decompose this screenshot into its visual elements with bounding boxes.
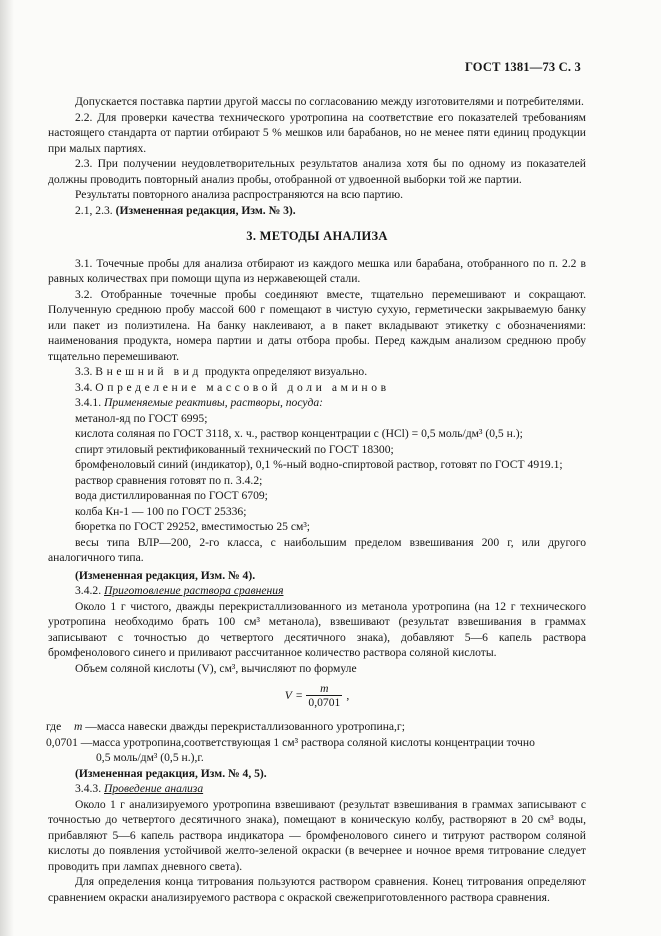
- clause-title: Проведение анализа: [104, 782, 204, 795]
- running-head: ГОСТ 1381—73 С. 3: [464, 60, 581, 74]
- paragraph: Около 1 г чистого, дважды перекристаллизованного из метанола уротропина (на 12 г технического уротропина необходимо брать 100 см³ метанола), взвешивают (результат взвешивания в граммах записывают с точностью до четвертого десятичного знака), добавляют 5—6 капель раствора бромфенолового синего и приливают рассчитанное количество раствора соляной кислоты.: [48, 599, 586, 659]
- reagent-item: колба Кн-1 — 100 по ГОСТ 25336;: [75, 504, 247, 518]
- paragraph-3-4-1: [48, 395, 586, 411]
- where-symbol: 0,0701: [46, 735, 78, 749]
- where-line: [46, 719, 586, 735]
- paragraph-3-4: [48, 380, 586, 396]
- clause-number: 3.4.1.: [75, 396, 102, 409]
- formula-fraction: [306, 682, 342, 709]
- formula-tail: ,: [346, 688, 350, 702]
- where-text: [74, 719, 586, 735]
- formula-lhs: V: [284, 688, 292, 702]
- page-content: [48, 94, 586, 905]
- reagent-item: бюретка по ГОСТ 29252, вместимостью 25 см³;: [75, 520, 311, 533]
- where-continuation: 0,5 моль/дм³ (0,5 н.),г.: [96, 751, 204, 764]
- paragraph: Результаты повторного анализа распространяются на всю партию.: [75, 188, 404, 201]
- where-definition: —масса уротропина,соответствующая 1 см³ раствора соляной кислоты концентрации точно: [80, 735, 535, 749]
- clause-number: 3.4.3.: [75, 782, 102, 795]
- reagents-list: [48, 411, 586, 566]
- reagent-item: вода дистиллированная по ГОСТ 6709;: [75, 489, 268, 502]
- clause-number: 3.4.: [75, 380, 93, 394]
- amendment-label: (Измененная редакция, Изм. № 3).: [115, 203, 296, 217]
- formula-equals: =: [295, 688, 303, 702]
- paragraph-3-1: 3.1. Точечные пробы для анализа отбирают из каждого мешка или барабана, отобранного по п. 2.2 в равных количествах при помощи щупа из нержавеющей стали.: [48, 256, 586, 285]
- formula: [48, 682, 586, 712]
- reagent-item: кислота соляная по ГОСТ 3118, х. ч., раствор концентрации с (HCl) = 0,5 моль/дм³ (0,5 н.);: [75, 427, 523, 440]
- paragraph-2-3: 2.3. При получении неудовлетворительных результатов анализа хотя бы по одному из показателей должны проводить повторный анализ пробы, отобранной от удвоенной выборки той же партии.: [48, 157, 586, 186]
- spaced-term: Внешний вид: [95, 365, 202, 378]
- where-definition: —масса навески дважды перекристаллизованного уротропина,г;: [85, 720, 405, 733]
- reagent-item: бромфеноловый синий (индикатор), 0,1 %-ный водно-спиртовой раствор, готовят по ГОСТ 4919.1;: [75, 458, 563, 471]
- where-symbol: m: [74, 720, 83, 733]
- amendment-note: (Измененная редакция, Изм. № 4).: [75, 568, 256, 582]
- reagent-item: метанол-яд по ГОСТ 6995;: [75, 411, 208, 425]
- clause-title: Применяемые реактивы, растворы, посуда:: [104, 396, 324, 409]
- clause-title: Приготовление раствора сравнения: [104, 584, 284, 597]
- clause-number: 3.4.2.: [75, 584, 102, 597]
- paragraph-3-3: [48, 364, 586, 380]
- paragraph-3-4-2: [48, 583, 586, 599]
- amendment-prefix: 2.1, 2.3.: [75, 203, 113, 217]
- paragraph-3-4-3: [48, 781, 586, 797]
- paragraph-2-2: 2.2. Для проверки качества технического уротропина на соответствие его показателей требованиям настоящего стандарта от партии отбирают 5 % мешков или барабанов, но не менее пяти единиц продукции при малых партиях.: [48, 110, 586, 155]
- clause-text: продукта определяют визуально.: [204, 365, 368, 378]
- formula-denominator: 0,0701: [308, 696, 341, 709]
- reagent-item: весы типа ВЛР—200, 2-го класса, с наибольшим пределом взвешивания 200 г, или другого аналогичного типа.: [48, 535, 586, 564]
- amendment-note: (Измененная редакция, Изм. № 4, 5).: [75, 766, 267, 780]
- where-text: [46, 735, 586, 751]
- amendment-note: [48, 203, 586, 219]
- spaced-term: Определение массовой доли аминов: [95, 380, 390, 394]
- where-label: где: [46, 720, 62, 733]
- reagent-item: раствор сравнения готовят по п. 3.4.2;: [75, 473, 263, 487]
- section-title: 3. МЕТОДЫ АНАЛИЗА: [246, 229, 388, 243]
- paragraph: Допускается поставка партии другой массы по согласованию между изготовителями и потребителями.: [75, 95, 584, 108]
- paragraph-3-2: 3.2. Отобранные точечные пробы соединяют вместе, тщательно перемешивают и сокращают. Полученную среднюю пробу массой 600 г помещают в чистую сухую, герметически закрываемую банку или пакет из полиэтилена. На банку наклеивают, а в пакет вкладывают этикетку с обозначениями: наименования продукта, номера партии и даты отбора пробы. Перед каждым анализом среднюю пробу тщательно перемешивают.: [48, 287, 586, 363]
- paragraph: Около 1 г анализируемого уротропина взвешивают (результат взвешивания в граммах записывают с точностью до четвертого десятичного знака), помещают в коническую колбу, растворяют в 20 см³ воды, прибавляют 5—6 капель раствора индикатора — бромфенолового синего и титруют раствором соляной кислоты до появления устойчивой желто-зеленой окраски (в вечернее и ночное время титрование следует проводить при лампах дневного света).: [48, 797, 586, 873]
- clause-number: 3.3.: [75, 365, 93, 378]
- where-line: [46, 735, 586, 751]
- formula-numerator: m: [320, 682, 329, 695]
- paragraph: Объем соляной кислоты (V), см³, вычисляют по формуле: [75, 661, 357, 675]
- reagent-item: спирт этиловый ректификованный технический по ГОСТ 18300;: [75, 442, 394, 456]
- paragraph: Для определения конца титрования пользуются раствором сравнения. Конец титрования определяют сравнением окраски анализируемого раствора с окраской свежеприготовленного раствора сравнения.: [48, 875, 586, 904]
